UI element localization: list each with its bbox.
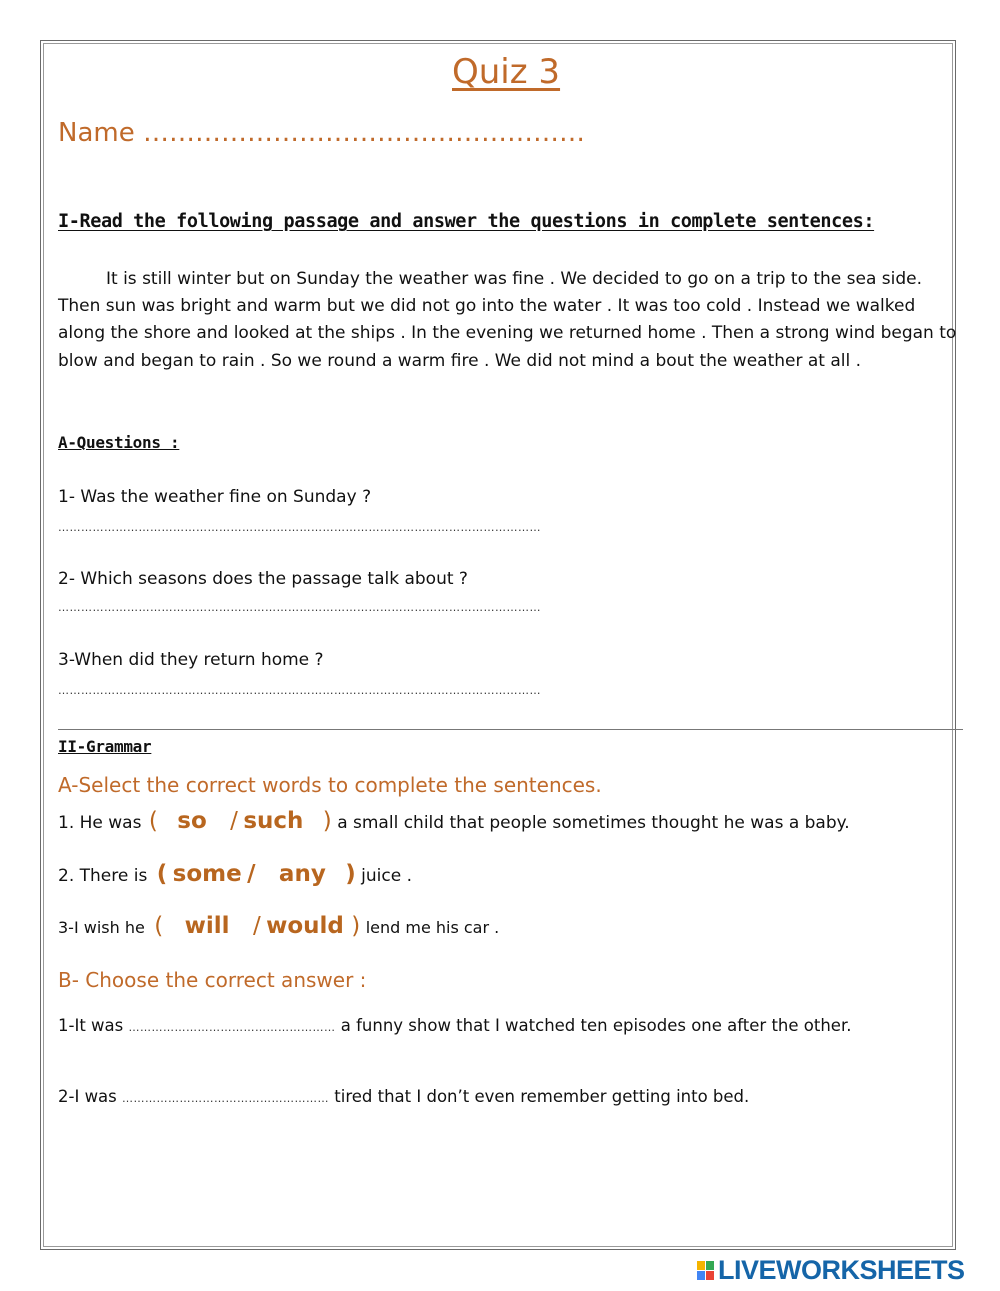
item-prefix: 2. There is: [58, 866, 148, 886]
item-suffix: juice .: [361, 866, 412, 886]
answer-line-3[interactable]: ………………………………………………………………………………………………………………: [58, 684, 541, 697]
logo-block: [706, 1271, 714, 1280]
option-would[interactable]: would: [266, 913, 344, 939]
question-3: 3-When did they return home ?: [58, 650, 324, 670]
option-so[interactable]: so: [177, 808, 207, 834]
option-separator: /: [252, 913, 261, 939]
reading-passage: [58, 266, 958, 375]
grammar-item-3: [58, 913, 499, 939]
section1-heading: I-Read the following passage and answer the questions in complete sentences:: [58, 211, 875, 232]
logo-block: [697, 1271, 705, 1280]
option-separator: /: [230, 808, 238, 834]
logo-block: [706, 1261, 714, 1270]
item-prefix: 2-I was: [58, 1087, 117, 1106]
close-paren: ): [351, 913, 361, 939]
answer-line-1[interactable]: ………………………………………………………………………………………………………………: [58, 521, 541, 534]
blank-field[interactable]: ………………………………………………: [128, 1021, 336, 1034]
part-a-heading: A-Select the correct words to complete the sentences.: [58, 773, 602, 797]
section-divider: [58, 729, 963, 730]
choose-item-1: [58, 1016, 851, 1035]
item-prefix: 3-I wish he: [58, 918, 145, 937]
open-paren: (: [154, 913, 164, 939]
logo-icon: [697, 1261, 714, 1280]
option-separator: /: [247, 861, 256, 887]
logo-block: [697, 1261, 705, 1270]
item-suffix: a funny show that I watched ten episodes one after the other.: [340, 1016, 852, 1035]
open-paren: (: [156, 861, 168, 887]
part-b-heading: B- Choose the correct answer :: [58, 968, 367, 992]
item-suffix: tired that I don’t even remember getting into bed.: [334, 1087, 750, 1106]
close-paren: ): [322, 808, 332, 834]
question-2: 2- Which seasons does the passage talk about ?: [58, 569, 468, 589]
questions-heading: A-Questions :: [58, 433, 180, 452]
grammar-item-1: [58, 808, 850, 834]
item-suffix: lend me his car .: [365, 918, 500, 937]
option-such[interactable]: such: [243, 808, 304, 834]
logo-text: LIVEWORKSHEETS: [718, 1254, 965, 1285]
option-any[interactable]: any: [278, 861, 326, 887]
quiz-title: Quiz 3: [452, 52, 561, 92]
item-prefix: 1. He was: [58, 813, 142, 833]
grammar-item-2: [58, 861, 412, 887]
item-prefix: 1-It was: [58, 1016, 124, 1035]
option-some[interactable]: some: [172, 861, 242, 887]
question-1: 1- Was the weather fine on Sunday ?: [58, 487, 372, 507]
close-paren: ): [345, 861, 356, 887]
passage-text: It is still winter but on Sunday the weather was fine . We decided to go on a trip to the sea side. Then sun was bright and warm but we did not go into the water . It was too cold . Instead we walked along the shore and looked at the ships . In the evening we returned home . Then a strong wind began to blow and began to rain . So we round a warm fire . We did not mind a bout the weather at all .: [58, 269, 957, 371]
liveworksheets-logo[interactable]: [697, 1256, 965, 1284]
name-field-label: Name ……………………………………………: [58, 118, 585, 148]
open-paren: (: [148, 808, 158, 834]
blank-field[interactable]: ………………………………………………: [122, 1092, 330, 1105]
option-will[interactable]: will: [184, 913, 230, 939]
grammar-heading: II-Grammar: [58, 737, 152, 756]
item-suffix: a small child that people sometimes thought he was a baby.: [337, 813, 850, 833]
answer-line-2[interactable]: ………………………………………………………………………………………………………………: [58, 601, 541, 614]
choose-item-2: [58, 1087, 749, 1106]
